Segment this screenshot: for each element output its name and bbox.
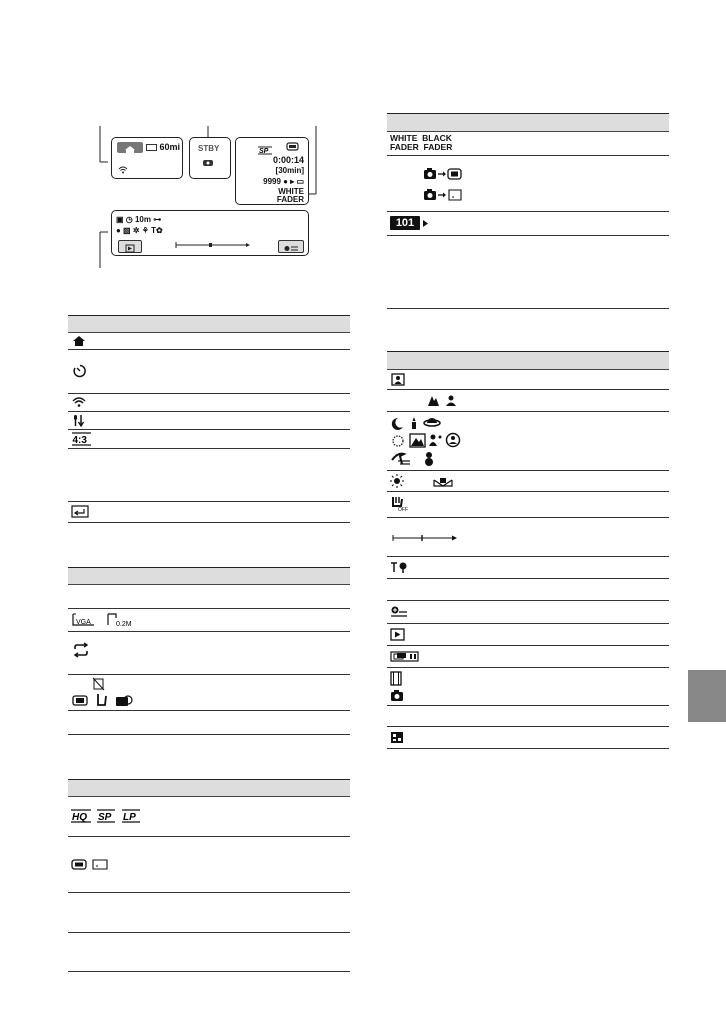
flash-icon	[203, 159, 215, 167]
table-row	[68, 796, 350, 837]
repeat-icon	[72, 643, 90, 657]
quality-icons	[71, 809, 143, 823]
time-counter: 0:00:14	[272, 155, 304, 165]
mic-level-icon	[72, 414, 86, 427]
zoom-slider-icon	[392, 534, 458, 542]
home-icon	[117, 144, 143, 155]
svg-text:4:3: 4:3	[72, 435, 87, 446]
steadyshot-off-icon	[390, 495, 406, 512]
scene-icons-row: ● ▧ ✲ ⚘ T✿	[116, 226, 163, 235]
exposure-icons	[390, 474, 460, 488]
table-row	[387, 579, 669, 601]
screen-box-standby	[189, 137, 231, 179]
wireless-icon	[72, 396, 86, 408]
right-table-1	[387, 113, 669, 309]
home-icon	[72, 335, 86, 347]
table-row	[68, 837, 350, 893]
screen-box-status	[235, 137, 309, 205]
table-header	[387, 113, 669, 132]
image-size-icon	[72, 613, 142, 627]
table-row	[68, 584, 350, 609]
svg-text:VGA: VGA	[76, 619, 91, 626]
slideshow-icon	[390, 651, 420, 662]
screen-box-home	[111, 137, 183, 179]
side-tab	[688, 670, 726, 722]
playback-icon	[390, 628, 405, 641]
table-row	[68, 430, 350, 449]
svg-text:HQ: HQ	[72, 812, 87, 823]
media-icons	[71, 859, 115, 871]
table-row	[68, 332, 350, 350]
svg-text:0.2M: 0.2M	[116, 621, 132, 628]
table-row	[387, 492, 669, 518]
table-row	[387, 156, 669, 212]
fader-line2: FADER	[276, 195, 304, 204]
left-table-3	[68, 779, 350, 972]
tele-macro-icon	[390, 561, 410, 574]
top-status-row: ▣ ◷ 10m ⊶	[116, 215, 162, 224]
table-row	[68, 675, 350, 711]
fader-line1: WHITE	[278, 187, 304, 196]
table-row	[387, 668, 669, 706]
table-row	[387, 646, 669, 668]
right-table-2	[387, 351, 669, 725]
wireless-icon	[118, 166, 128, 174]
battery-icon	[146, 144, 157, 151]
play-icon	[119, 243, 141, 254]
table-header	[68, 567, 350, 585]
table-row	[68, 893, 350, 933]
table-row	[387, 624, 669, 646]
play-arrow-icon	[423, 220, 429, 228]
table-row	[68, 502, 350, 523]
left-table-1	[68, 315, 350, 526]
table-row	[387, 518, 669, 557]
warning-icons	[72, 678, 142, 708]
standby-text: STBY	[198, 144, 220, 153]
table-row	[387, 390, 669, 412]
svg-text:SP: SP	[259, 148, 269, 155]
focus-icons	[427, 394, 459, 407]
movie-photo-mode-icons	[390, 671, 404, 703]
table-row	[68, 933, 350, 972]
option-icon	[279, 243, 303, 254]
table-header	[387, 351, 669, 370]
svg-text:SP: SP	[98, 812, 112, 823]
battery-remaining: 60mi	[146, 142, 180, 152]
quality-sp-icon	[258, 142, 274, 160]
table-row	[387, 369, 669, 390]
screen-box-controls	[111, 210, 309, 256]
playback-button[interactable]	[118, 240, 142, 253]
thumbnail-icon	[390, 731, 404, 744]
face-detect-icon	[391, 373, 405, 385]
table-row	[387, 557, 669, 579]
table-row	[68, 394, 350, 412]
table-row	[387, 471, 669, 492]
table-row	[68, 412, 350, 430]
return-icon	[71, 505, 89, 518]
aspect-ratio-icon	[71, 432, 93, 446]
table-row	[387, 727, 669, 749]
option-icon	[390, 605, 408, 618]
table-row	[387, 212, 669, 236]
table-row	[387, 412, 669, 471]
table-row	[68, 449, 350, 502]
photo-count: 9999 ● ▸ ▭	[263, 177, 304, 186]
self-timer-icon	[73, 364, 87, 378]
table-header	[68, 315, 350, 333]
table-header	[68, 779, 350, 797]
svg-text:OFF: OFF	[398, 507, 408, 513]
photo-destination-icons	[423, 167, 479, 203]
zoom-slider[interactable]	[174, 241, 250, 249]
home-button[interactable]	[117, 142, 143, 153]
table-row	[387, 131, 669, 156]
table-row	[68, 350, 350, 394]
table-row	[68, 711, 350, 735]
folder-icon: 101	[390, 216, 420, 230]
table-row	[68, 609, 350, 632]
option-button[interactable]	[278, 240, 304, 253]
table-row	[387, 601, 669, 624]
memory-icon	[286, 142, 300, 151]
table-row	[387, 706, 669, 727]
table-row	[68, 632, 350, 675]
scene-selection-icons	[390, 416, 490, 468]
svg-text:LP: LP	[123, 812, 136, 823]
fader-label: WHITE BLACK FADER FADER	[390, 133, 453, 152]
left-table-2	[68, 567, 350, 735]
remaining-time: [30min]	[275, 166, 304, 175]
table-row	[387, 236, 669, 309]
